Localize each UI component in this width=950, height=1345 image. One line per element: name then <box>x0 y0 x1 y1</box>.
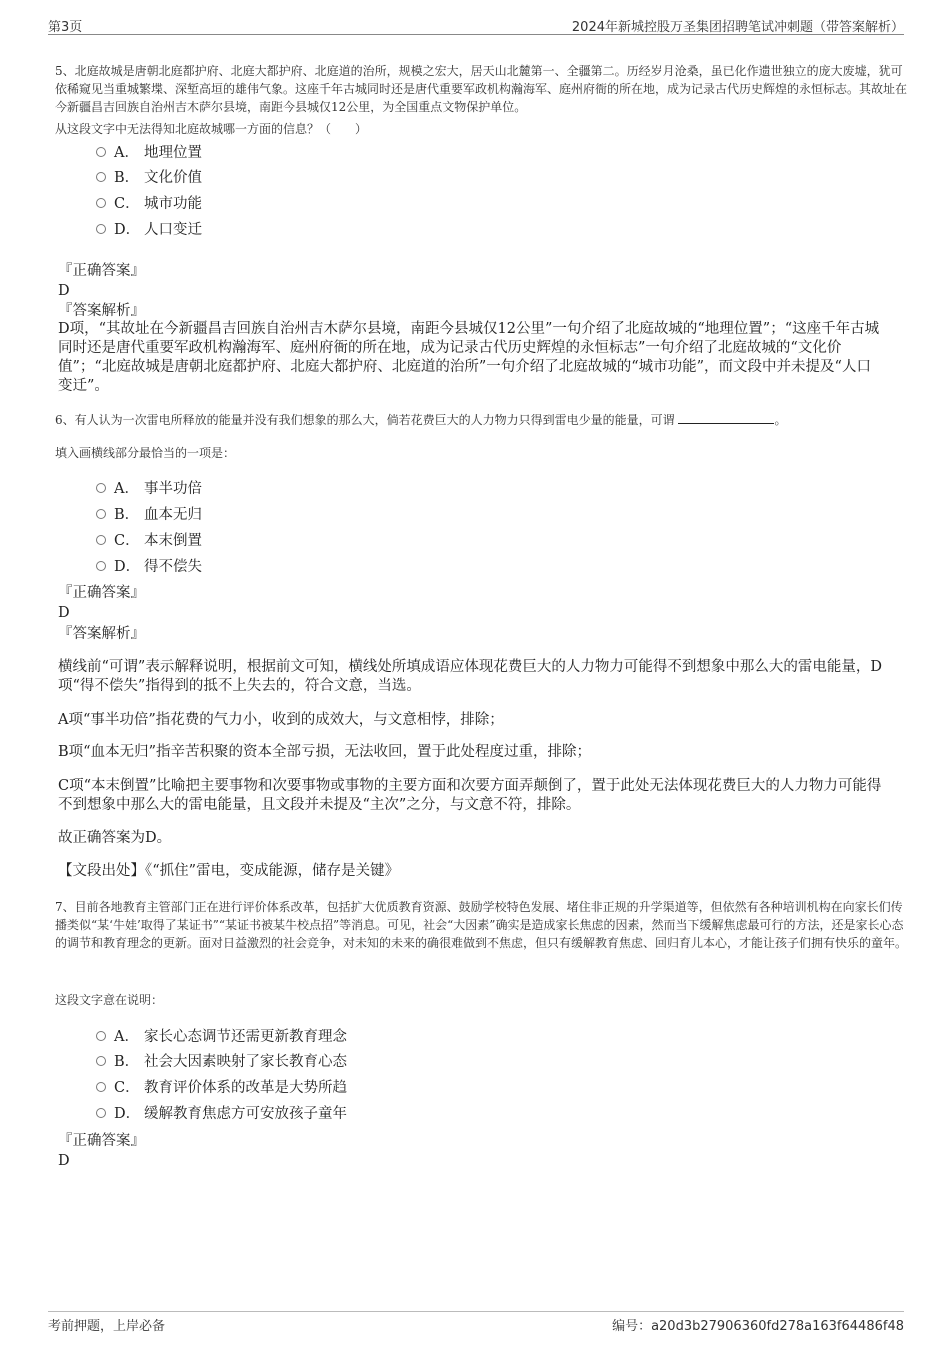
radio-icon[interactable] <box>96 1082 106 1092</box>
fill-blank <box>678 411 774 424</box>
q6-stem: 6、有人认为一次雷电所释放的能量并没有我们想象的那么大，倘若花费巨大的人力物力只得到雷电少量的能量，可谓 。 <box>55 413 787 427</box>
q6-analysis-paragraph: A项“事半功倍”指花费的气力小，收到的成效大，与文意相悖，排除； <box>58 712 504 728</box>
radio-icon[interactable] <box>96 561 106 571</box>
q5-answer-label: 『正确答案』 <box>58 263 145 279</box>
radio-icon[interactable] <box>96 1031 106 1041</box>
q6-option-c[interactable]: C． 本末倒置 <box>96 531 202 551</box>
radio-icon[interactable] <box>96 483 106 493</box>
q7-prompt: 这段文字意在说明： <box>55 993 164 1007</box>
q7-option-a[interactable]: A． 家长心态调节还需更新教育理念 <box>96 1027 347 1047</box>
q5-analysis: D项，“其故址在今新疆昌吉回族自治州吉木萨尔县境，南距今县城仅12公里”一句介绍了北庭故城的“地理位置”；“这座千年古城同时还是唐代重要军政机构瀚海军、庭州府衙的所在地，成为记录古代历史辉煌的永恒标志”一句介绍了北庭故城的“文化价值”；“北庭故城是唐朝北庭都护府、北庭大都护府、北庭道的治所”一句介绍了北庭故城的“城市功能”，而文段中并未提及“人口变迁”。 <box>58 321 880 394</box>
q6-source: 【文段出处】《“抓住”雷电，变成能源，储存是关键》 <box>58 863 400 879</box>
radio-icon[interactable] <box>96 1056 106 1066</box>
q7-answer-label: 『正确答案』 <box>58 1133 145 1149</box>
q6-analysis-paragraph: C项“本末倒置”比喻把主要事物和次要事物或事物的主要方面和次要方面弄颠倒了，置于此处无法体现花费巨大的人力物力可能得不到想象中那么大的雷电能量，且文段并未提及“主次”之分，与文意不符，排除。 <box>58 778 882 813</box>
page-footer <box>48 1311 904 1334</box>
q6-option-a[interactable]: A． 事半功倍 <box>96 479 202 499</box>
page-number: 第3页 <box>48 20 83 35</box>
q7-answer: D <box>58 1153 70 1169</box>
q5-option-a[interactable]: A． 地理位置 <box>96 143 202 163</box>
page-header <box>48 14 904 35</box>
radio-icon[interactable] <box>96 535 106 545</box>
q7-option-c[interactable]: C． 教育评价体系的改革是大势所趋 <box>96 1078 347 1098</box>
q7-stem: 7、目前各地教育主管部门正在进行评价体系改革，包括扩大优质教育资源、鼓励学校特色发展、堵住非正规的升学渠道等，但依然有各种培训机构在向家长们传播类似“某‘牛娃’取得了某证书”“某证书被某牛校点招”等消息。可见，社会“大因素”确实是造成家长焦虑的因素，然而当下缓解焦虑最可行的方法，还是家长心态的调节和教育理念的更新。面对日益激烈的社会竞争，对未知的未来的确很难做到不焦虑，但只有缓解教育焦虑、回归育儿本心，才能让孩子们拥有快乐的童年。 <box>55 900 908 950</box>
footer-slogan: 考前押题，上岸必备 <box>48 1319 166 1334</box>
q6-option-d[interactable]: D． 得不偿失 <box>96 557 202 577</box>
document-serial: 编号：a20d3b27906360fd278a163f64486f48 <box>612 1319 904 1334</box>
document-title: 2024年新城控股万圣集团招聘笔试冲刺题（带答案解析） <box>571 20 904 35</box>
q6-answer-label: 『正确答案』 <box>58 585 145 601</box>
radio-icon[interactable] <box>96 172 106 182</box>
radio-icon[interactable] <box>96 224 106 234</box>
q5-stem: 5、北庭故城是唐朝北庭都护府、北庭大都护府、北庭道的治所，规模之宏大，居天山北麓第一、全疆第二。历经岁月沧桑，虽已化作遗世独立的庞大废墟，犹可依稀窥见当重城繁堞、深堑高垣的雄伟气象。这座千年古城同时还是唐代重要军政机构瀚海军、庭州府衙的所在地，成为记录古代历史辉煌的永恒标志。其故址在今新疆昌吉回族自治州吉木萨尔县境，南距今县城仅12公里，为全国重点文物保护单位。 <box>55 64 908 114</box>
q6-analysis-paragraph: 横线前“可谓”表示解释说明，根据前文可知，横线处所填成语应体现花费巨大的人力物力可能得不到想象中那么大的雷电能量，D项“得不偿失”指得到的抵不上失去的，符合文意，当选。 <box>58 659 882 694</box>
q6-analysis-paragraph: B项“血本无归”指辛苦积聚的资本全部亏损，无法收回，置于此处程度过重，排除； <box>58 744 591 760</box>
q5-analysis-label: 『答案解析』 <box>58 303 145 319</box>
q6-prompt: 填入画横线部分最恰当的一项是： <box>55 446 236 460</box>
q6-answer: D <box>58 605 70 621</box>
q5-option-b[interactable]: B． 文化价值 <box>96 168 202 188</box>
q5-option-d[interactable]: D． 人口变迁 <box>96 220 202 240</box>
q7-option-b[interactable]: B． 社会大因素映射了家长教育心态 <box>96 1052 347 1072</box>
q5-answer: D <box>58 283 70 299</box>
q6-analysis-label: 『答案解析』 <box>58 626 145 642</box>
radio-icon[interactable] <box>96 198 106 208</box>
radio-icon[interactable] <box>96 509 106 519</box>
q7-option-d[interactable]: D． 缓解教育焦虑方可安放孩子童年 <box>96 1104 347 1124</box>
q5-question: 从这段文字中无法得知北庭故城哪一方面的信息？（ ） <box>55 122 368 136</box>
q6-analysis-paragraph: 故正确答案为D。 <box>58 830 172 846</box>
radio-icon[interactable] <box>96 1108 106 1118</box>
q6-option-b[interactable]: B． 血本无归 <box>96 505 202 525</box>
radio-icon[interactable] <box>96 147 106 157</box>
q5-option-c[interactable]: C． 城市功能 <box>96 194 202 214</box>
